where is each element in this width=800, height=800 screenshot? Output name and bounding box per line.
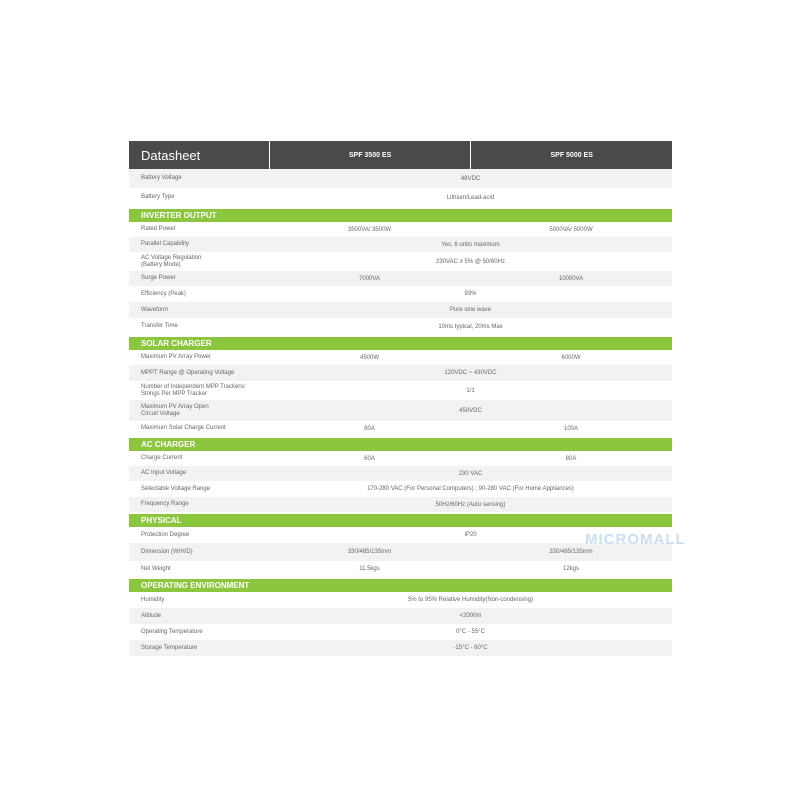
model-1-header: SPF 3500 ES (270, 141, 471, 169)
model-1-value: 80A (364, 425, 375, 432)
table-row (129, 365, 672, 381)
row-value: IP20 (464, 532, 477, 538)
model-1-value: 7000VA (359, 275, 380, 282)
table-row (129, 381, 672, 400)
table-row (129, 592, 672, 608)
row-label-line-1: Number of Independent MPP Trackers/ (141, 383, 245, 390)
model-2-value: 12kgs (562, 566, 579, 572)
row-label: Efficiency (Peak) (141, 290, 186, 297)
table-row (129, 169, 672, 188)
row-label: Maximum Solar Charge Current (141, 425, 226, 431)
table-row (129, 222, 672, 237)
table-row (129, 271, 672, 286)
row-label-line-1: AC Voltage Regulation (141, 254, 202, 261)
row-value: Yes, 6 units maximum (441, 241, 500, 248)
table-row (129, 608, 672, 624)
table-row (129, 481, 672, 497)
section-ac-charger: AC CHARGER (129, 438, 672, 451)
model-1-value: 330/485/135mm (347, 549, 392, 555)
section-operating-environment: OPERATING ENVIRONMENT (129, 579, 672, 592)
row-label: Maximum PV Array Power (141, 354, 212, 360)
row-label: Protection Degree (141, 531, 190, 538)
row-value: 0°C - 55°C (456, 629, 485, 635)
model-2-value: 6000W (561, 354, 581, 361)
row-label: Net Weight (141, 565, 171, 572)
table-row (129, 286, 672, 302)
row-label: Transfer Time (141, 323, 178, 329)
row-value: 93% (464, 291, 477, 297)
watermark: MICROMALL (585, 531, 686, 548)
row-value: Pure sine wave (449, 307, 492, 313)
table-row (129, 497, 672, 512)
table-row (129, 640, 672, 656)
row-label: Storage Temperature (141, 644, 198, 651)
model-1-value: 4500W (359, 354, 379, 361)
row-label: Humidity (141, 596, 165, 603)
model-2-value: 10000VA (558, 275, 584, 282)
table-row (129, 561, 672, 577)
datasheet-table (129, 141, 672, 656)
row-label-line-2: (Battery Mode) (141, 261, 181, 268)
row-value: 48VDC (460, 175, 481, 182)
row-value: 230VAC ± 5% @ 50/60Hz (436, 258, 505, 265)
row-value: -15°C - 60°C (453, 645, 488, 651)
row-label: Rated Power (141, 226, 176, 232)
model-1-value: 60A (364, 455, 375, 462)
row-label: Battery Type (141, 194, 175, 200)
row-label: Operating Temperature (141, 628, 203, 635)
row-label: Frequency Range (141, 501, 189, 507)
row-value: 120VDC ~ 430VDC (444, 370, 497, 376)
row-label: MPPT Range @ Operating Voltage (141, 369, 235, 376)
model-2-value: 100A (563, 425, 578, 432)
row-value: 5% to 95% Relative Humidity(Non-condensing) (407, 597, 534, 603)
table-row (129, 451, 672, 466)
table-row (129, 302, 672, 318)
datasheet-title: Datasheet (129, 141, 269, 169)
row-value: 1/1 (466, 387, 475, 394)
row-value: 230 VAC (458, 470, 483, 477)
table-row (129, 237, 672, 252)
table-row (129, 421, 672, 436)
row-label: Charge Current (141, 455, 183, 461)
table-row (129, 624, 672, 640)
row-label (129, 255, 269, 269)
model-2-value: 330/485/135mm (549, 549, 593, 555)
row-label: Altitude (141, 612, 162, 619)
row-value: 50Hz/60Hz (Auto sensing) (435, 501, 506, 508)
row-value: 10ms typical, 20ms Max (438, 323, 503, 330)
row-label-line-1: Maximum PV Array Open (141, 403, 209, 410)
section-solar-charger: SOLAR CHARGER (129, 337, 672, 350)
row-label: Waveform (141, 306, 169, 313)
table-row (129, 318, 672, 335)
row-label (129, 384, 269, 398)
row-value: 170-280 VAC (For Personal Computers) ; 90-280 VAC (For Home Appliances) (367, 486, 574, 492)
row-label-line-2: Strings Per MPP Tracker (141, 390, 207, 397)
table-header (129, 141, 672, 169)
section-inverter-output: INVERTER OUTPUT (129, 209, 672, 222)
model-2-value: 80A (565, 455, 577, 462)
table-row (129, 400, 672, 421)
row-label: AC Input Voltage (141, 470, 187, 476)
row-label: Surge Power (141, 275, 176, 281)
row-label (129, 404, 269, 418)
row-label: Dimension (W/H/D) (141, 548, 193, 555)
row-label: Selectable Voltage Range (141, 485, 211, 492)
table-row (129, 188, 672, 207)
table-row (129, 252, 672, 271)
model-1-value: 11.5kgs (359, 566, 380, 572)
table-row (129, 466, 672, 481)
model-2-value: 5000VA/ 5000W (549, 226, 593, 233)
model-2-header: SPF 5000 ES (471, 141, 672, 169)
row-value: <2000m (459, 613, 482, 619)
row-value: Lithium/Lead-acid (446, 194, 495, 201)
row-value: 450VDC (459, 407, 482, 414)
row-label: Battery Voltage (141, 175, 182, 181)
model-1-value: 3500VA/ 3500W (347, 226, 392, 233)
table-row (129, 350, 672, 365)
section-physical: PHYSICAL (129, 514, 672, 527)
row-label-line-2: Circuit Voltage (141, 410, 180, 417)
row-label: Parallel Capability (141, 241, 190, 247)
